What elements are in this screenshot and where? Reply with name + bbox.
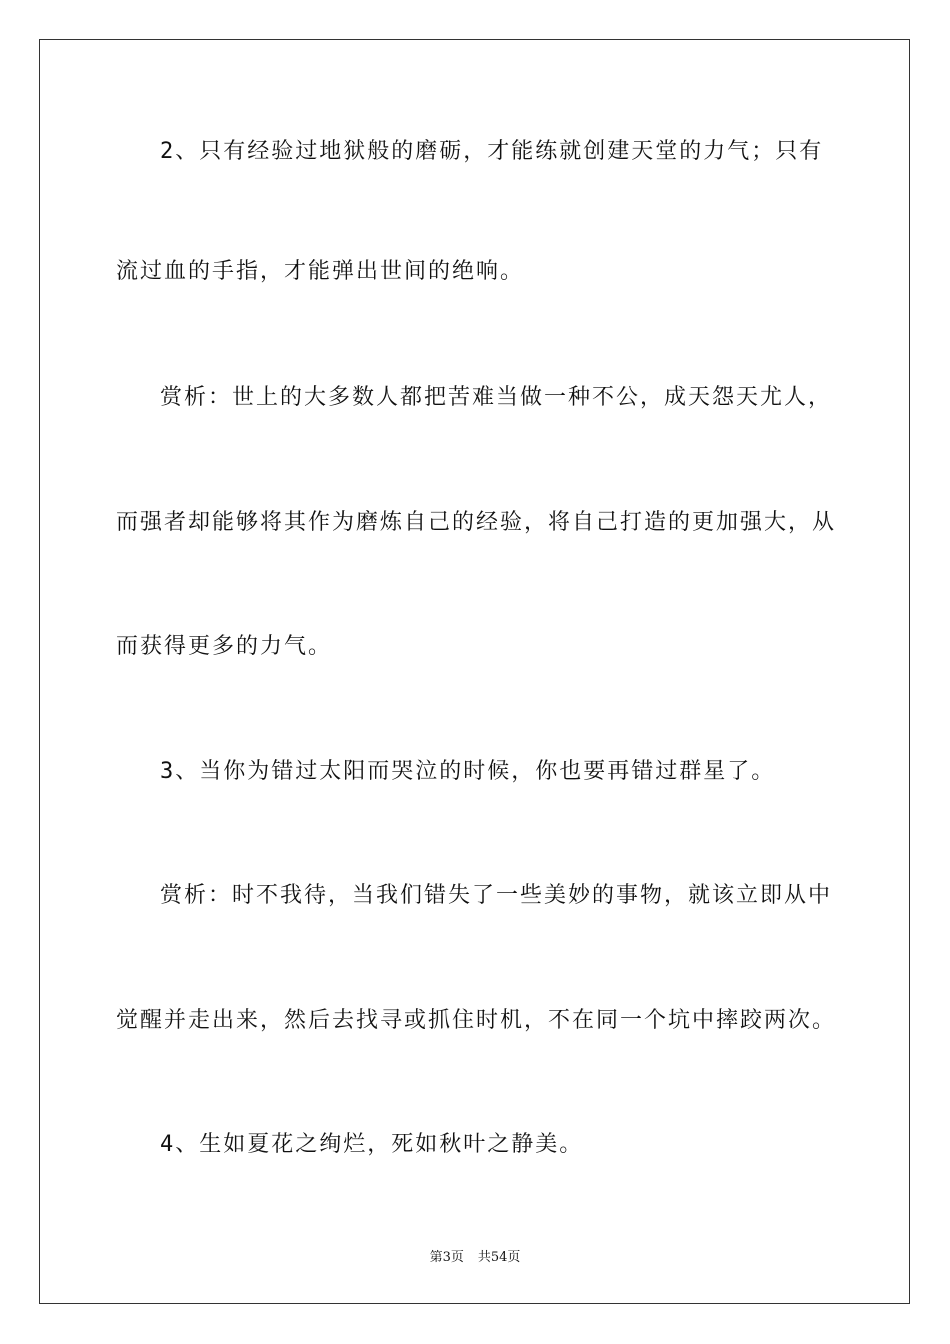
page-frame [39, 39, 910, 1304]
analysis-2-line-3: 而获得更多的力气。 [116, 634, 333, 659]
analysis-3-line-2: 觉醒并走出来，然后去找寻或抓住时机，不在同一个坑中摔跤两次。 [116, 1008, 837, 1033]
page-footer [0, 1246, 950, 1265]
analysis-2-line-1: 赏析：世上的大多数人都把苦难当做一种不公，成天怨天尤人， [160, 385, 833, 410]
page-number: 第3页 [429, 1250, 464, 1265]
paragraph-3-line-1: 3、当你为错过太阳而哭泣的时候，你也要再错过群星了。 [160, 759, 776, 784]
paragraph-2-line-2: 流过血的手指，才能弹出世间的绝响。 [116, 259, 525, 284]
page-total: 共54页 [477, 1250, 521, 1265]
paragraph-4-line-1: 4、生如夏花之绚烂，死如秋叶之静美。 [160, 1132, 584, 1157]
paragraph-2-line-1: 2、只有经验过地狱般的磨砺，才能练就创建天堂的力气；只有 [160, 139, 824, 164]
analysis-2-line-2: 而强者却能够将其作为磨炼自己的经验，将自己打造的更加强大，从 [116, 510, 837, 535]
analysis-3-line-1: 赏析：时不我待，当我们错失了一些美妙的事物，就该立即从中 [160, 883, 833, 908]
